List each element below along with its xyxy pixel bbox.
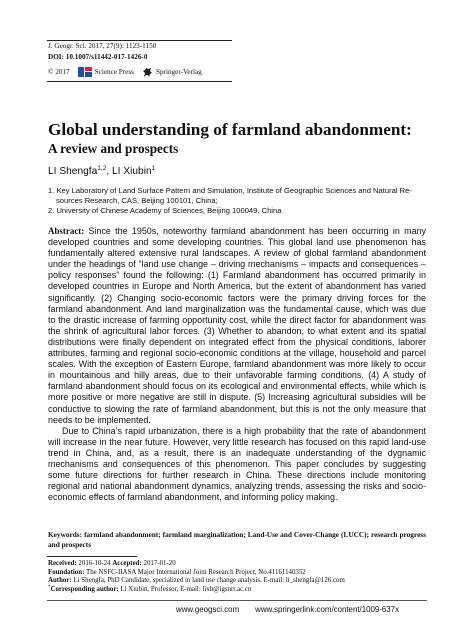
received-accepted-line xyxy=(48,560,428,569)
geogsci-url-link[interactable]: www.geogsci.com xyxy=(176,605,240,614)
springerlink-url-link[interactable]: www.springerlink.com/content/1009-637x xyxy=(255,605,400,614)
author-text: Li Shengfa, PhD Candidate, specialized in land use change analysis. E-mail: li_shengfa@126.com xyxy=(71,577,345,585)
author-2-name: LI Xiubin xyxy=(112,166,152,177)
affiliation-1-line-2: sources Research, CAS, Beijing 100101, China; xyxy=(56,195,218,205)
author-1-affiliation-mark: 1,2 xyxy=(97,165,107,172)
header-rule-bottom xyxy=(47,81,232,82)
footnotes xyxy=(48,560,428,594)
abstract-label: Abstract: xyxy=(48,226,85,236)
foundation-text: The NSFC-IIASA Major International Joint Research Project, No.41161140352 xyxy=(84,568,306,576)
keywords-label: Keywords: xyxy=(48,530,83,539)
abstract-paragraph-1 xyxy=(48,226,426,426)
author-separator: , xyxy=(106,166,112,177)
keywords-text: farmland abandonment; farmland marginalization; Land-Use and Cover-Change (LUCC); research progress and prospects xyxy=(48,530,426,549)
science-press-logo-icon xyxy=(78,67,92,77)
corresponding-label: Corresponding author: xyxy=(50,585,119,593)
article-subtitle: A review and prospects xyxy=(48,141,179,156)
author-label: Author: xyxy=(48,577,72,585)
corresponding-text: Li Xiubin, Professor, E-mail: lixb@igsnrr.ac.cn xyxy=(118,585,252,593)
received-date: 2016-10-24 xyxy=(76,560,113,567)
author-1-name: LI Shengfa xyxy=(48,166,98,177)
author-2-affiliation-mark: 1 xyxy=(151,165,156,172)
abstract-text-1: Since the 1950s, noteworthy farmland abandonment has been occurring in many developed countries and some developing countries. This global land use phenomenon has fundamentally altered extensive rural landscapes. A review of global farmland abandonment under the headings of “land use change – driving mechanisms – impacts and consequences – policy responses” found the following: (1) Farmland abandonment has occurred primarily in developed countries in Europe and North America, but the extent of abandonment has varied significantly. (2) Changing socio-economic factors were the primary driving forces for the farmland abandonment. And land marginalization was the fundamental cause, which was due to the drastic increase of farming opportunity cost, while the direct factor for abandonment was the shrink of agricultural labor forces. (3) Whether to abandon, to what extent and its spatial distributions were finally dependent on integrated effect from the physical conditions, laborer attributes, farming and regional socio-economic conditions at the village, household and parcel scales. With the exception of Eastern Europe, farmland abandonment was more likely to occur in mountainous and hilly areas, due to their unfavorable farming conditions. (4) A study of farmland abandonment should focus on its ecological and environmental effects, while which is more positive or more negative are still in dispute. (5) Increasing agricultural subsidies will be conductive to slowing the rate of farmland abandonment, but this is not the only measure that needs to be implemented. xyxy=(48,226,426,425)
author-list xyxy=(48,166,155,178)
header-rule-top xyxy=(47,40,232,41)
publisher-row xyxy=(48,66,202,78)
springer-label: Springer-Verlag xyxy=(155,68,202,76)
copyright-text: © 2017 xyxy=(48,68,70,76)
doi-link[interactable]: DOI: 10.1007/s11442-017-1426-0 xyxy=(48,53,148,61)
footer-rule xyxy=(47,600,427,601)
article-title: Global understanding of farmland abandonment: xyxy=(48,120,412,139)
accepted-label: Accepted: xyxy=(112,560,142,567)
author-line xyxy=(48,577,428,586)
corresponding-mark: * xyxy=(48,584,51,590)
received-label: Received: xyxy=(48,560,77,567)
affiliation-1-line-1: 1. Key Laboratory of Land Surface Pattern and Simulation, Institute of Geographic Sciences and Natural Re- xyxy=(48,186,412,195)
keywords xyxy=(48,530,426,549)
springer-horse-logo-icon xyxy=(142,67,153,78)
corresponding-author-line xyxy=(48,586,428,595)
foundation-label: Foundation: xyxy=(48,568,85,576)
footer-urls xyxy=(176,605,399,614)
affiliation-2: 2. University of Chinese Academy of Sciences, Beijing 100049, China xyxy=(48,205,282,215)
foundation-line xyxy=(48,569,428,578)
science-press-label: Science Press xyxy=(94,68,134,76)
journal-citation: J. Geogr. Sci. 2017, 27(9): 1123-1150 xyxy=(48,42,157,50)
abstract xyxy=(48,226,426,503)
footnote-rule xyxy=(47,556,137,557)
abstract-paragraph-2: Due to China’s rapid urbanization, there is a high probability that the rate of abandonment will increase in the near future. However, very little research has focused on this rapid land-use trend in China, and, as a result, there is an inadequate understanding of the dygnamic mechanisms and consequences of this phenomenon. This paper concludes by suggesting some future directions for further research in China. These directions include monitoring regional and national abandonment dynamics, analyzing trends, assessing the risks and socio-economic effects of farmland abandonment, and informing policy making. xyxy=(48,425,426,503)
accepted-date: 2017-01-20 xyxy=(141,560,176,567)
affiliations xyxy=(48,186,428,215)
